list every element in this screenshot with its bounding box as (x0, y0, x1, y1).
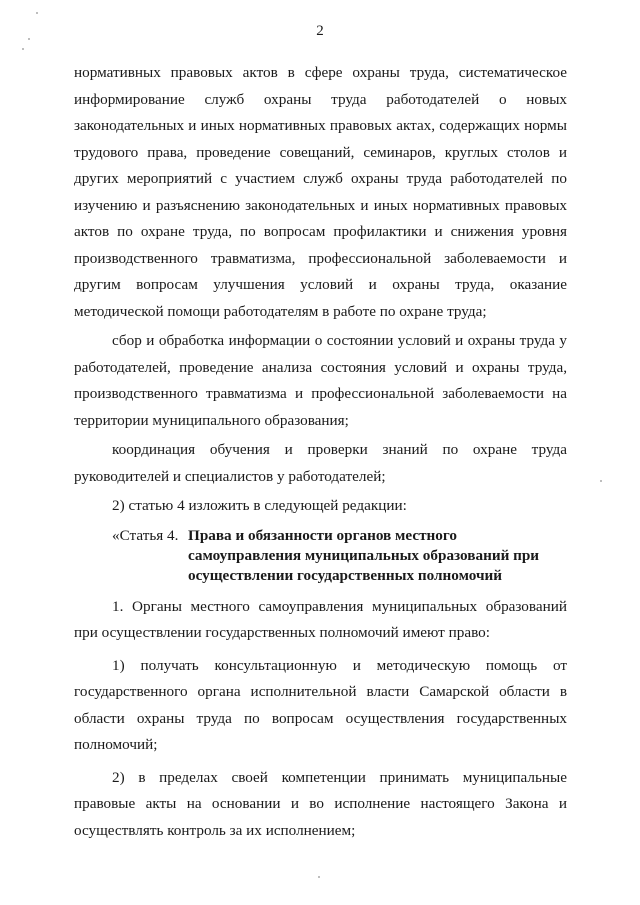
article-item-2: 2) в пределах своей компетенции принимать муниципальные правовые акты на основании и во исполнение настоящего Закона и осуществлять контроль за их исполнением; (74, 768, 567, 839)
document-body (74, 60, 567, 844)
paragraph-continuation: нормативных правовых актов в сфере охраны труда, систематическое информирование служб охраны труда работодателей о новых законодательных и иных нормативных правовых актах, содержащих нормы трудового права, проведение совещаний, семинаров, круглых столов и других мероприятий с участием служб охраны труда работодателей по изучению и разъяснению законодательных и иных нормативных правовых актов по охране труда, по вопросам профилактики и снижения уровня производственного травматизма, профессиональной заболеваемости и другим вопросам улучшения условий и охраны труда, оказание методической помощи работодателям в работе по охране труда; (74, 64, 567, 320)
article-label: «Статья 4. (112, 526, 179, 544)
article-title-line: самоуправления муниципальных образований при (188, 546, 540, 564)
article-title-line: осуществлении государственных полномочий (188, 566, 503, 584)
paragraph-data-collection: сбор и обработка информации о состоянии условий и охраны труда у работодателей, проведение анализа состояния условий и охраны труда, производственного травматизма и профессиональной заболеваемости на территории муниципального образования; (74, 332, 567, 429)
page-number: 2 (316, 23, 324, 39)
article-item-1: 1) получать консультационную и методическую помощь от государственного органа исполнительной власти Самарской области в области охраны труда по вопросам осуществления государственных полномочий; (74, 656, 567, 753)
article-title (182, 526, 567, 586)
article-title-line: Права и обязанности органов местного (188, 526, 457, 544)
article-heading (74, 526, 567, 586)
paragraph-coordination: координация обучения и проверки знаний по охране труда руководителей и специалистов у работодателей; (74, 441, 567, 485)
paragraph-amendment: 2) статью 4 изложить в следующей редакции: (112, 497, 407, 514)
article-paragraph-rights: 1. Органы местного самоуправления муниципальных образований при осуществлении государственных полномочий имеют право: (74, 597, 567, 641)
